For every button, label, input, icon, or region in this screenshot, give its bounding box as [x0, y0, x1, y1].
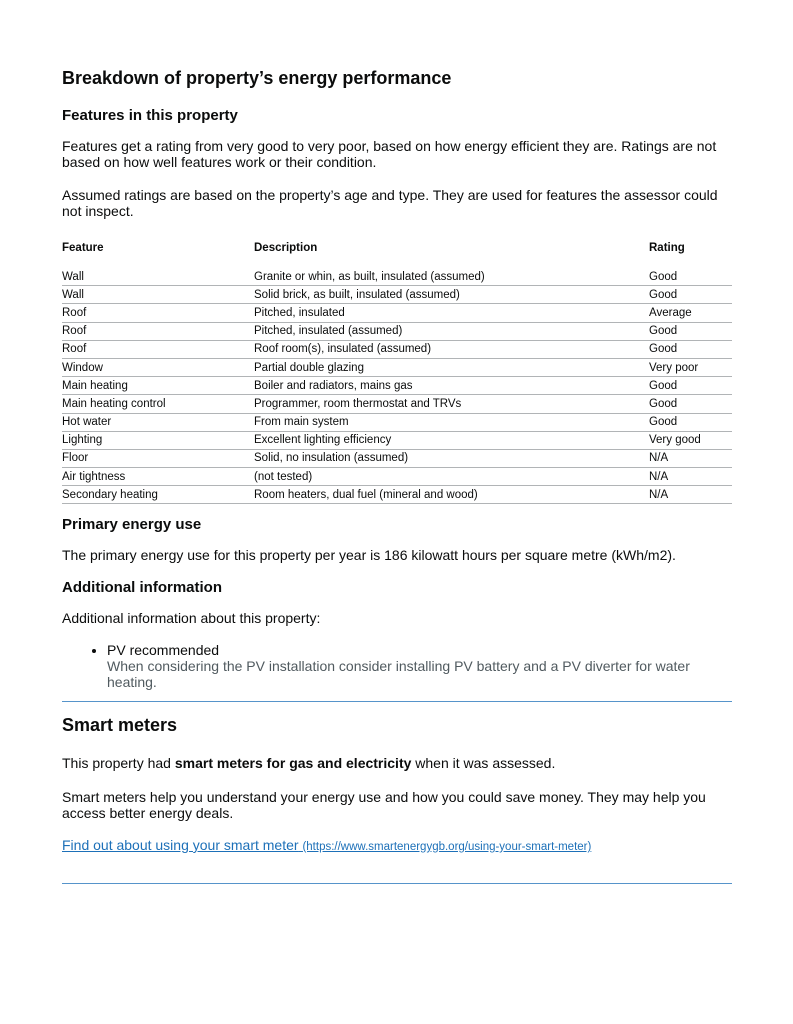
features-table [62, 242, 732, 504]
table-row [62, 449, 732, 467]
table-row [62, 358, 732, 376]
table-row [62, 395, 732, 413]
features-table-body [62, 268, 732, 504]
cell-feature: Roof [62, 322, 254, 340]
header-rating: Rating [649, 242, 685, 254]
features-intro-1: Features get a rating from very good to very poor, based on how energy efficient they are. Ratings are not based on how well features work or their condition. [62, 138, 717, 170]
cell-rating: Good [649, 413, 732, 431]
cell-rating: Good [649, 395, 732, 413]
cell-rating: N/A [649, 449, 732, 467]
cell-description: Partial double glazing [254, 358, 649, 376]
cell-feature: Main heating [62, 377, 254, 395]
cell-rating: Good [649, 340, 732, 358]
table-row [62, 322, 732, 340]
features-intro-2: Assumed ratings are based on the property’s age and type. They are used for features the assessor could not inspect. [62, 187, 718, 219]
cell-description: (not tested) [254, 468, 649, 486]
cell-description: Programmer, room thermostat and TRVs [254, 395, 649, 413]
cell-feature: Floor [62, 449, 254, 467]
header-feature: Feature [62, 242, 104, 254]
cell-feature: Hot water [62, 413, 254, 431]
cell-rating: Good [649, 268, 732, 286]
smart-meters-status-bold: smart meters for gas and electricity [174, 755, 412, 771]
cell-feature: Wall [62, 268, 254, 286]
table-row [62, 377, 732, 395]
list-item [107, 642, 732, 690]
section-divider [62, 701, 732, 702]
cell-rating: N/A [649, 486, 732, 504]
cell-rating: N/A [649, 468, 732, 486]
cell-description: Granite or whin, as built, insulated (assumed) [254, 268, 649, 286]
cell-feature: Lighting [62, 431, 254, 449]
table-row [62, 286, 732, 304]
cell-feature: Main heating control [62, 395, 254, 413]
smart-meter-link-text[interactable]: Find out about using your smart meter [62, 837, 299, 853]
table-row [62, 304, 732, 322]
primary-energy-text: The primary energy use for this property per year is 186 kilowatt hours per square metre (kWh/m2). [62, 547, 676, 563]
table-row [62, 268, 732, 286]
smart-meter-link[interactable] [62, 837, 591, 855]
cell-description: Boiler and radiators, mains gas [254, 377, 649, 395]
table-row [62, 468, 732, 486]
cell-feature: Roof [62, 304, 254, 322]
cell-feature: Window [62, 358, 254, 376]
cell-description: Pitched, insulated (assumed) [254, 322, 649, 340]
section-divider-bottom [62, 883, 732, 884]
cell-rating: Average [649, 304, 732, 322]
breakdown-title: Breakdown of property’s energy performance [62, 68, 452, 88]
cell-rating: Good [649, 322, 732, 340]
smart-meters-status-suffix: when it was assessed. [411, 755, 556, 771]
additional-info-text: Additional information about this property: [62, 610, 321, 626]
table-row [62, 340, 732, 358]
additional-info-heading: Additional information [62, 579, 222, 596]
cell-description: Roof room(s), insulated (assumed) [254, 340, 649, 358]
additional-info-list [62, 642, 732, 690]
list-item-detail: When considering the PV installation consider installing PV battery and a PV diverter for water heating. [107, 658, 690, 690]
table-row [62, 486, 732, 504]
table-row [62, 431, 732, 449]
header-description: Description [254, 242, 318, 254]
features-table-header [62, 242, 732, 260]
cell-description: Room heaters, dual fuel (mineral and wood) [254, 486, 649, 504]
cell-rating: Good [649, 286, 732, 304]
primary-energy-heading: Primary energy use [62, 516, 202, 533]
cell-description: Solid brick, as built, insulated (assumed) [254, 286, 649, 304]
cell-description: Pitched, insulated [254, 304, 649, 322]
cell-feature: Roof [62, 340, 254, 358]
smart-meter-link-url[interactable]: (https://www.smartenergygb.org/using-your-smart-meter) [302, 841, 592, 853]
features-heading: Features in this property [62, 107, 238, 124]
smart-meters-title: Smart meters [62, 715, 178, 735]
cell-feature: Secondary heating [62, 486, 254, 504]
cell-feature: Air tightness [62, 468, 254, 486]
smart-meters-status-prefix: This property had [62, 755, 175, 771]
cell-description: From main system [254, 413, 649, 431]
cell-rating: Good [649, 377, 732, 395]
cell-description: Excellent lighting efficiency [254, 431, 649, 449]
cell-description: Solid, no insulation (assumed) [254, 449, 649, 467]
smart-meters-help: Smart meters help you understand your energy use and how you could save money. They may help you access better energy deals. [62, 789, 706, 821]
smart-meters-status [62, 755, 732, 771]
table-row [62, 413, 732, 431]
cell-rating: Very good [649, 431, 732, 449]
cell-rating: Very poor [649, 358, 732, 376]
list-item-title: PV recommended [107, 642, 220, 658]
cell-feature: Wall [62, 286, 254, 304]
